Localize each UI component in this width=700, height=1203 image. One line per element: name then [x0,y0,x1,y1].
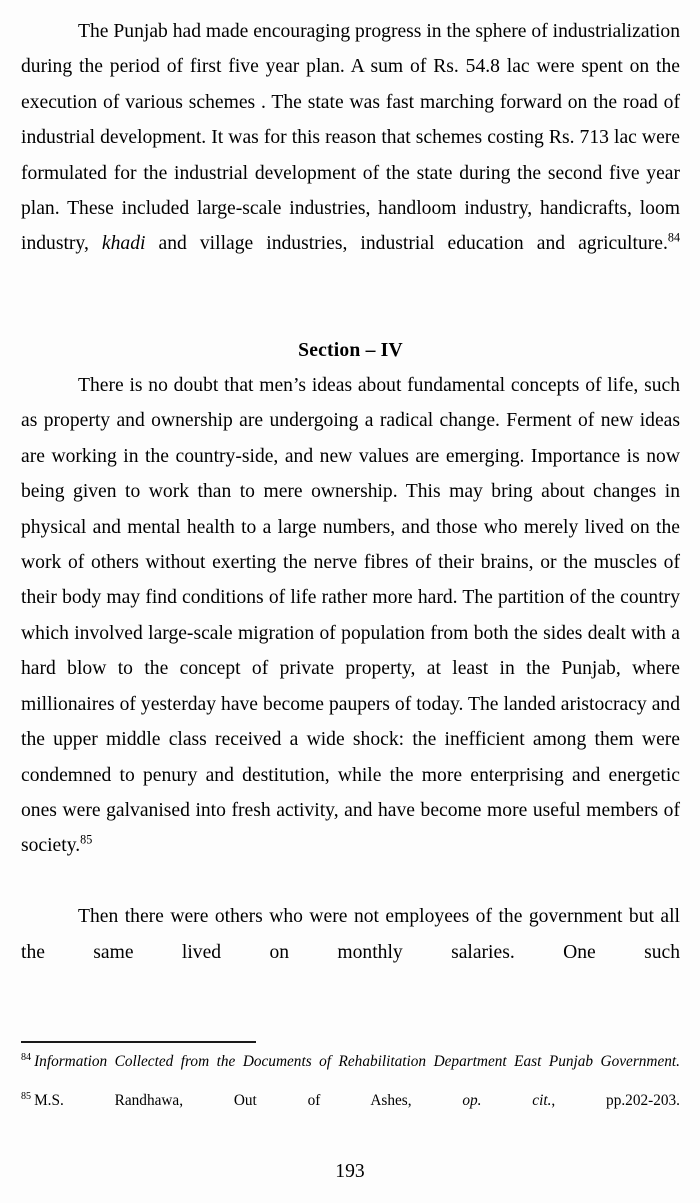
footnote-85: $^{85}$ M.S. Randhawa, Out of Ashes, op. cit., pp.202-203. [21,1090,680,1109]
paragraph-industrialization: The Punjab had made encouraging progress in the sphere of industrialization during the period of first five year plan. A sum of Rs. 54.8 lac were spent on the execution of various schemes . The state was fast marching forward on the road of industrial development. It was for this reason that schemes costing Rs. 713 lac were formulated for the industrial development of the state during the second five year plan. These included large-scale industries, handloom industry, handicrafts, loom industry, khadi and village industries, industrial education and agriculture.$^{84}$ [21,21,681,255]
footnote-number: 85 [21,1090,32,1102]
page-number: 193 [335,1161,365,1182]
footnote-reference-marker: 85 [80,832,93,847]
footnote-reference-marker: 84 [667,230,681,245]
italic-text: khadi [101,233,146,255]
section-heading: Section – IV [298,339,403,361]
italic-text: Information Collected from the Documents of Rehabilitation Department East Punjab Government. [34,1053,680,1070]
body-text-column [21,14,680,1005]
footnote-84 [21,1052,680,1091]
paragraph-monthly-salaries: Then there were others who were not employees of the government but all the same lived on monthly salaries. One such [21,906,680,963]
heading-spacer [21,297,680,332]
footnote-number: 84 [21,1051,32,1063]
italic-text: op. cit. [462,1091,552,1109]
paragraph-ideas-property: There is no doubt that men’s ideas about fundamental concepts of life, such as property and ownership are undergoing a radical change. Ferment of new ideas are working in the country-side, and new values are emerging. Importance is now being given to work than to mere ownership. This may bring about changes in physical and mental health to a large numbers, and those who merely lived on the work of others without exerting the nerve fibres of their brains, or the muscles of their body may find conditions of life rather more hard. The partition of the country which involved large-scale migration of population from both the sides dealt with a hard blow to the concept of private property, at least in the Punjab, where millionaires of yesterday have become paupers of today. The landed aristocracy and the upper middle class received a wide shock: the inefficient among them were condemned to penury and destitution, while the more enterprising and energetic ones were galvanised into fresh activity, and have become more useful members of society.$^{85}$ [21,375,680,857]
footnote-separator-rule [21,1041,256,1043]
footnote-area [21,1041,680,1129]
